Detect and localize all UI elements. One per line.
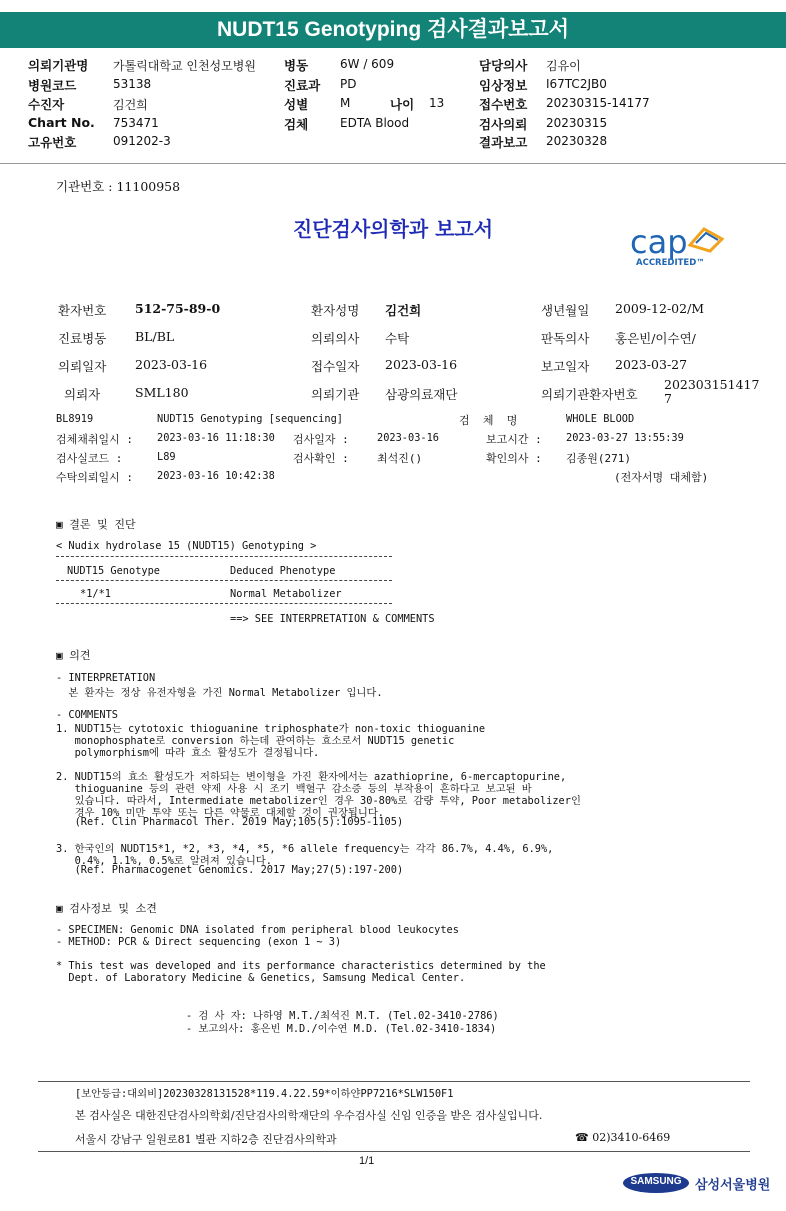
label-specimen-name: 검 체 명	[459, 414, 518, 427]
label-clinical-info: 임상정보	[479, 78, 528, 93]
birth-date: 2009-12-02/M	[615, 301, 705, 316]
attending-doctor: 김유이	[546, 59, 581, 73]
page-number: 1/1	[359, 1155, 375, 1167]
label-receipt-date: 접수일자	[311, 359, 360, 374]
age: 13	[429, 96, 445, 110]
development-note: * This test was developed and its performance characteristics determined by the	[56, 960, 546, 972]
label-examinee: 수진자	[28, 97, 65, 112]
receipt-date: 2023-03-16	[385, 357, 458, 372]
samsung-logo	[622, 1172, 690, 1194]
label-requesting-institution: 의뢰기관	[311, 387, 360, 402]
phone: ☎ 02)3410-6469	[575, 1131, 671, 1144]
test-code: BL8919	[56, 413, 94, 425]
label-test-request: 검사의뢰	[479, 117, 528, 132]
label-patient-no: 환자번호	[58, 303, 107, 318]
phenotype-value: Normal Metabolizer	[230, 588, 342, 600]
external-patient-no-line2: 7	[664, 391, 672, 406]
specimen-description: - SPECIMEN: Genomic DNA isolated from peripheral blood leukocytes	[56, 924, 459, 936]
clinical-info: I67TC2JB0	[546, 77, 607, 91]
label-requesting-doctor: 의뢰의사	[311, 331, 360, 346]
opinion-heading: ▣ 의견	[56, 649, 91, 662]
requesting-institution: 가톨릭대학교 인천성모병원	[113, 59, 256, 73]
security-line: [보안등급:대외비]20230328131528*119.4.22.59*이하얀PP7216*SLW150F1	[75, 1088, 454, 1100]
label-requester: 의뢰자	[64, 387, 101, 402]
footer-divider	[38, 1151, 750, 1152]
label-chart-no: Chart No.	[28, 115, 95, 130]
comment-line: 경우 10% 미만 투약 또는 다른 약물로 대체할 것이 권장됩니다.	[56, 807, 384, 819]
label-patient-name: 환자성명	[311, 303, 360, 318]
report-date: 2023-03-27	[615, 357, 688, 372]
external-patient-no-line1: 202303151417	[664, 377, 760, 392]
department: PD	[340, 77, 357, 91]
unique-no: 091202-3	[113, 134, 171, 148]
label-specimen-type: 검체	[284, 117, 309, 132]
label-birth-date: 생년월일	[541, 303, 590, 318]
label-age: 나이	[390, 97, 415, 112]
label-department: 진료과	[284, 78, 321, 93]
comment-line: (Ref. Pharmacogenet Genomics. 2017 May;27(5):197-200)	[56, 864, 404, 876]
hospital-code: 53138	[113, 77, 152, 91]
development-note: Dept. of Laboratory Medicine & Genetics, Samsung Medical Center.	[56, 972, 466, 984]
ward-value: BL/BL	[135, 329, 175, 344]
label-requesting-institution: 의뢰기관명	[28, 58, 89, 73]
address: 서울시 강남구 일원로81 별관 지하2층 진단검사의학과	[75, 1133, 337, 1146]
label-receipt-no: 접수번호	[479, 97, 528, 112]
comment-line: 2. NUDT15의 효소 활성도가 저하되는 변이형을 가진 환자에서는 azathioprine, 6-mercaptopurine,	[56, 771, 567, 783]
cap-accredited-logo	[630, 221, 730, 271]
label-lab-code: 검사실코드 :	[56, 452, 123, 465]
examiner-line: - 검 사 자: 나하영 M.T./최석진 M.T. (Tel.02-3410-2786)	[186, 1010, 499, 1022]
electronic-signature-note: (전자서명 대체함)	[614, 471, 709, 484]
lab-code: L89	[157, 451, 176, 463]
divider	[0, 163, 786, 164]
label-outsourced-request-time: 수탁의뢰일시 :	[56, 471, 134, 484]
comment-line: 1. NUDT15는 cytotoxic thioguanine triphosphate가 non-toxic thioguanine	[56, 723, 486, 735]
table-divider	[56, 580, 392, 581]
requesting-doctor: 수탁	[385, 331, 410, 346]
genotyping-table-title: < Nudix hydrolase 15 (NUDT15) Genotyping >	[56, 540, 317, 552]
label-test-confirm: 검사확인 :	[293, 452, 349, 465]
examinee: 김건희	[113, 98, 148, 112]
sex: M	[340, 96, 351, 110]
collection-time: 2023-03-16 11:18:30	[157, 432, 275, 444]
label-collection-time: 검체채취일시 :	[56, 433, 134, 446]
label-report-time: 보고시간 :	[486, 433, 542, 446]
report-time: 2023-03-27 13:55:39	[566, 432, 684, 444]
label-test-date: 검사일자 :	[293, 433, 349, 446]
institution-number: 기관번호 : 11100958	[56, 179, 181, 194]
test-request-date: 20230315	[546, 116, 608, 130]
comment-line: monophosphate로 conversion 하는데 관여하는 효소로서 NUDT15 genetic	[56, 735, 455, 747]
test-name: NUDT15 Genotyping [sequencing]	[157, 413, 343, 425]
comment-line: 3. 한국인의 NUDT15*1, *2, *3, *4, *5, *6 allele frequency는 각각 86.7%, 4.4%, 6.9%,	[56, 843, 554, 855]
request-date: 2023-03-16	[135, 357, 208, 372]
comment-line: thioguanine 등의 관련 약제 사용 시 조기 백혈구 감소증 등의 부작용이 흔하다고 보고된 바	[56, 783, 532, 795]
label-report-date: 보고일자	[541, 359, 590, 374]
requester: SML180	[135, 385, 189, 400]
method-description: - METHOD: PCR & Direct sequencing (exon 1 ~ 3)	[56, 936, 342, 948]
label-confirming-doctor: 확인의사 :	[486, 452, 542, 465]
label-hospital-code: 병원코드	[28, 78, 77, 93]
hospital-name: 삼성서울병원	[695, 1178, 771, 1193]
comment-line: polymorphism에 따라 효소 활성도가 결정됩니다.	[56, 747, 320, 759]
specimen-type: EDTA Blood	[340, 116, 410, 130]
interpretation-title: - INTERPRETATION	[56, 672, 156, 684]
label-attending-doctor: 담당의사	[479, 58, 528, 73]
method-heading: ▣ 검사정보 및 소견	[56, 902, 157, 915]
certification-note: 본 검사실은 대한진단검사의학회/진단검사의학재단의 우수검사실 신임 인증을 받은 검사실입니다.	[75, 1109, 543, 1122]
report-header-title: NUDT15 Genotyping 검사결과보고서	[0, 12, 786, 48]
conclusion-heading: ▣ 결론 및 진단	[56, 518, 136, 531]
reporting-doctor-line: - 보고의사: 홍은빈 M.D./이수연 M.D. (Tel.02-3410-1834)	[186, 1023, 497, 1035]
test-confirm: 최석진()	[377, 452, 423, 465]
chart-no: 753471	[113, 116, 159, 130]
result-report-date: 20230328	[546, 134, 608, 148]
ward: 6W / 609	[340, 57, 395, 71]
specimen-name: WHOLE BLOOD	[566, 413, 635, 425]
samsung-wordmark: SAMSUNG	[630, 1176, 682, 1187]
comments-title: - COMMENTS	[56, 709, 118, 721]
receipt-no: 20230315-14177	[546, 96, 650, 110]
interpretation-text: 본 환자는 정상 유전자형을 가진 Normal Metabolizer 입니다.	[56, 687, 383, 699]
comment-line: (Ref. Clin Pharmacol Ther. 2019 May;105(5):1095-1105)	[56, 816, 404, 828]
column-phenotype: Deduced Phenotype	[230, 565, 336, 577]
svg-text:ACCREDITED™: ACCREDITED™	[636, 258, 705, 268]
column-genotype: NUDT15 Genotype	[67, 565, 160, 577]
label-ward: 진료병동	[58, 331, 107, 346]
label-external-patient-no: 의뢰기관환자번호	[541, 387, 638, 402]
label-result-report: 결과보고	[479, 135, 528, 150]
test-date: 2023-03-16	[377, 432, 439, 444]
comment-line: 0.4%, 1.1%, 0.5%로 알려져 있습니다.	[56, 855, 272, 867]
report-title: 진단검사의학과 보고서	[292, 217, 494, 241]
svg-text:cap: cap	[630, 223, 688, 261]
outsourced-request-time: 2023-03-16 10:42:38	[157, 470, 275, 482]
table-divider	[56, 556, 392, 557]
confirming-doctor: 김종원(271)	[566, 452, 631, 465]
label-unique-no: 고유번호	[28, 135, 77, 150]
patient-name: 김건희	[385, 303, 422, 318]
patient-no: 512-75-89-0	[135, 301, 221, 316]
label-reading-doctor: 판독의사	[541, 331, 590, 346]
see-interpretation-note: ==> SEE INTERPRETATION & COMMENTS	[230, 613, 435, 625]
reading-doctor: 홍은빈/이수연/	[615, 331, 696, 346]
label-sex: 성별	[284, 97, 309, 112]
footer-divider	[38, 1081, 750, 1082]
comment-line: 있습니다. 따라서, Intermediate metabolizer인 경우 30-80%로 감량 투약, Poor metabolizer인	[56, 795, 581, 807]
genotype-value: *1/*1	[80, 588, 111, 600]
table-divider	[56, 603, 392, 604]
label-request-date: 의뢰일자	[58, 359, 107, 374]
requesting-institution-name: 삼광의료재단	[385, 387, 458, 402]
label-ward: 병동	[284, 58, 309, 73]
